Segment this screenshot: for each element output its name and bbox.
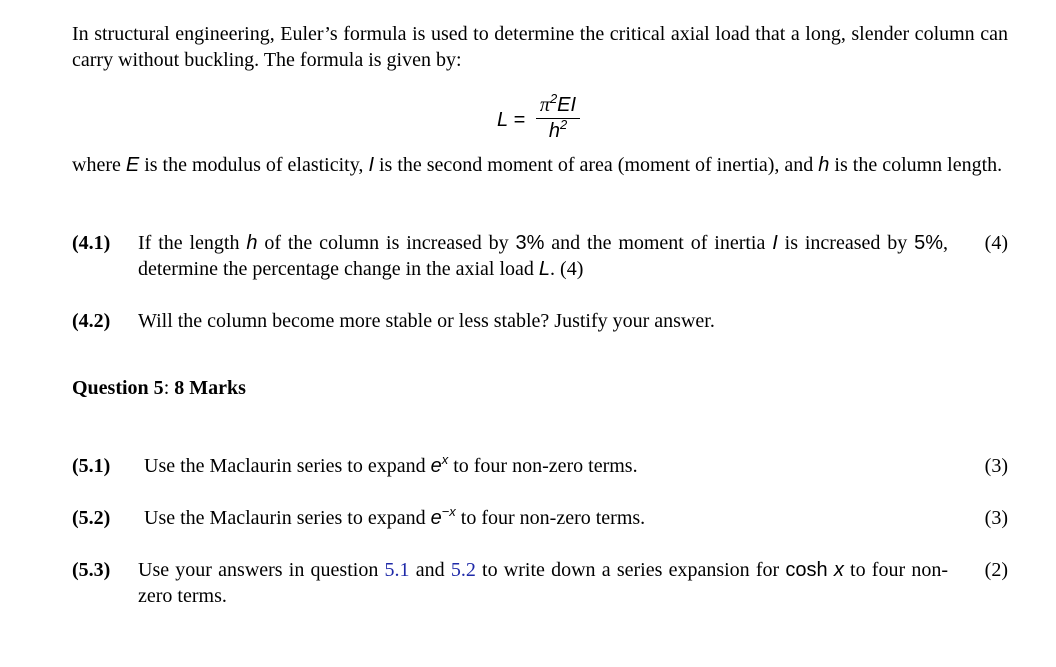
h-exponent: 2 xyxy=(559,117,568,132)
heading-separator: : xyxy=(163,377,175,399)
intro-paragraph xyxy=(72,21,1008,73)
pi-exponent: 2 xyxy=(549,91,558,106)
formula-denominator xyxy=(535,119,581,143)
q52-var-e: e xyxy=(430,507,442,529)
q41-var-i: I xyxy=(772,232,778,254)
var-i: I xyxy=(368,154,374,176)
question-text-5-1 xyxy=(144,453,954,479)
where-text-2: is the modulus of elasticity, xyxy=(139,154,369,176)
where-text-4: is the column length. xyxy=(829,154,1003,176)
marks-5-3: (2) xyxy=(984,559,1008,581)
question-number-5-2: (5.2) xyxy=(72,507,111,529)
q51-text-1: Use the Maclaurin series to expand xyxy=(144,455,431,477)
formula-fraction xyxy=(535,92,581,143)
q41-var-h: h xyxy=(246,232,258,254)
question-number-4-2: (4.2) xyxy=(72,310,111,332)
q53-text-3: to write down a series expansion for xyxy=(475,559,786,581)
q41-percent-2: 5% xyxy=(914,232,944,254)
link-question-5-2[interactable]: 5.2 xyxy=(450,559,476,581)
q53-text-2: and xyxy=(409,559,451,581)
formula-h: h xyxy=(548,120,560,142)
q41-text-2: of the column is increased by xyxy=(257,232,516,254)
question-number-4-1: (4.1) xyxy=(72,232,111,254)
question-text-5-3 xyxy=(138,557,948,609)
formula-lhs: L = xyxy=(497,109,525,131)
var-h: h xyxy=(818,154,830,176)
where-text-1: where xyxy=(72,154,126,176)
marks-5-2: (3) xyxy=(984,507,1008,529)
q41-text-6: . (4) xyxy=(550,258,584,280)
q53-text-4: to four non-zero terms. xyxy=(138,559,948,607)
q52-text-1: Use the Maclaurin series to expand xyxy=(144,507,431,529)
link-question-5-1[interactable]: 5.1 xyxy=(384,559,410,581)
q51-text-2: to four non-zero terms. xyxy=(448,455,638,477)
var-e: E xyxy=(125,154,140,176)
question-5-heading xyxy=(72,375,246,401)
q41-text-1: If the length xyxy=(138,232,247,254)
q41-var-l: L xyxy=(538,258,551,280)
question-number-5-1: (5.1) xyxy=(72,455,111,477)
q53-var-x: x xyxy=(833,559,844,581)
q51-exponent: x xyxy=(441,452,449,467)
question-text-5-2 xyxy=(144,505,954,531)
marks-4-1: (4) xyxy=(984,232,1008,254)
q53-cosh: cosh xyxy=(785,559,828,581)
pi-symbol: π xyxy=(539,94,550,116)
formula-ei: EI xyxy=(557,94,577,116)
q41-text-5: , determine the percentage change in the axial load xyxy=(138,232,949,280)
question-number-5-3: (5.3) xyxy=(72,559,111,581)
question-text-4-2: Will the column become more stable or less stable? Justify your answer. xyxy=(138,310,715,332)
q41-percent-1: 3% xyxy=(515,232,545,254)
heading-marks: 8 Marks xyxy=(174,377,246,399)
heading-title: Question 5 xyxy=(72,377,164,399)
q52-exponent: −x xyxy=(441,504,456,519)
q53-text-1: Use your answers in question xyxy=(138,559,385,581)
q52-text-2: to four non-zero terms. xyxy=(455,507,646,529)
question-text-4-1 xyxy=(138,230,948,282)
intro-text: In structural engineering, Euler’s formula is used to determine the critical axial load that a long, slender column can carry without buckling. The formula is given by: xyxy=(72,23,1008,71)
formula-numerator xyxy=(535,92,581,118)
where-text-3: is the second moment of area (moment of inertia), and xyxy=(374,154,819,176)
marks-5-1: (3) xyxy=(984,455,1008,477)
q41-text-3: and the moment of inertia xyxy=(544,232,773,254)
q41-text-4: is increased by xyxy=(777,232,915,254)
q51-var-e: e xyxy=(430,455,442,477)
where-paragraph xyxy=(72,152,1008,178)
